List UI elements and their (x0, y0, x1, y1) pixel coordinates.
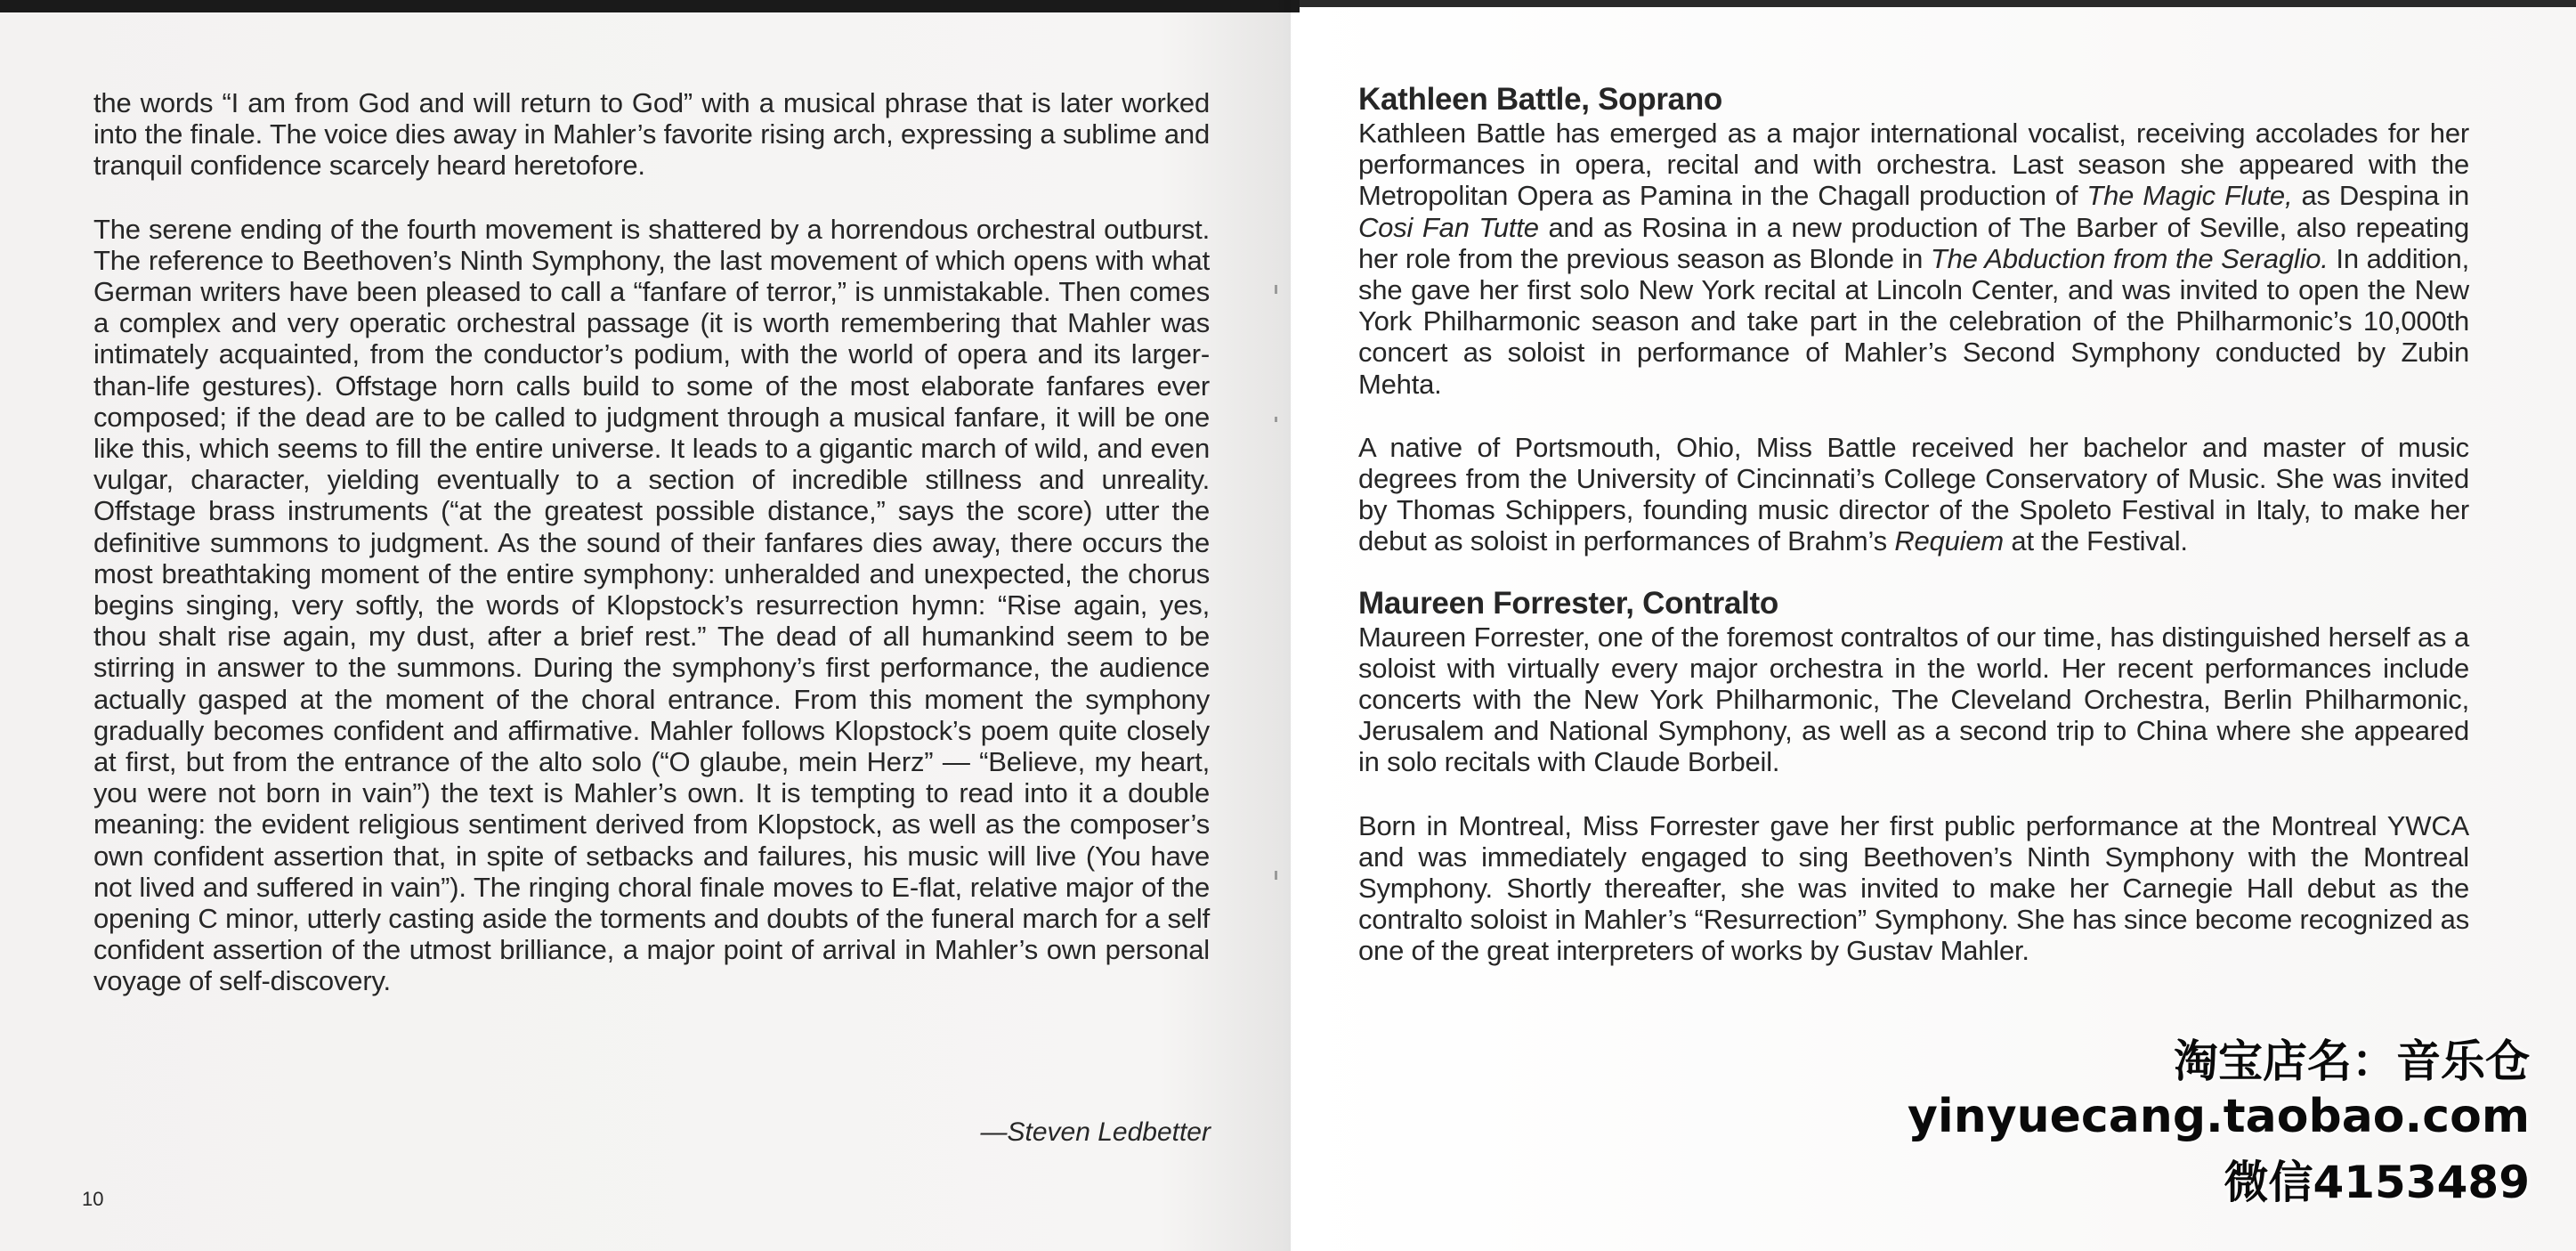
left-page (93, 87, 1210, 997)
watermark-shop-name: 淘宝店名：音乐仓 (2174, 1036, 2530, 1087)
scan-top-edge-right (1300, 0, 2576, 7)
page-number: 10 (82, 1188, 104, 1210)
artist-heading-battle: Kathleen Battle, Soprano (1358, 82, 1722, 117)
forrester-bio-paragraph-1: Maureen Forrester, one of the foremost contraltos of our time, has distinguished herself as a soloist with virtually every major orchestra in the world. Her recent performances include concerts with the New York Philharmonic, The Cleveland Orchestra, Berlin Philharmonic, Jerusalem and National Symphony, as well as a second trip to China where she appeared in solo recitals with Claude Borbeil. (1358, 621, 2469, 778)
spine-mark (1275, 417, 1277, 422)
battle-bio-paragraph-2: A native of Portsmouth, Ohio, Miss Battle received her bachelor and master of music degrees from the University of Cincinnati’s College Conservatory of Music. She was invited by Thomas Schippers, founding music director of the Spoleto Festival in Italy, to make her debut as soloist in performances of Brahm’s Requiem at the Festival. (1358, 431, 2469, 557)
essay-paragraph-2: The serene ending of the fourth movement is shattered by a horrendous orchestral outburst. The reference to Beethoven’s Ninth Symphony, the last movement of which opens with what German writers have been pleased to call a “fanfare of terror,” is unmistakable. Then comes a complex and very operatic orchestral passage (it is worth remembering that Mahler was intimately acquainted, from the conductor’s podium, with the world of opera and its larger-than-life gestures). Offstage horn calls build to some of the most elaborate fanfares ever composed; if the dead are to be called to judgment through a musical fanfare, it will be one like this, which seems to fill the entire universe. It leads to a gigantic march of wild, and even vulgar, character, yielding eventually to a section of incredible stillness and unreality. Offstage brass instruments (“at the greatest possible distance,” says the score) utter the definitive summons to judgment. As the sound of their fanfares dies away, there occurs the most breathtaking moment of the entire symphony: unheralded and unexpected, the chorus begins singing, very softly, the words of Klopstock’s resurrection hymn: “Rise again, yes, thou shalt rise again, my dust, after a brief rest.” The dead of all humankind seem to be stirring in answer to the summons. During the symphony’s first performance, the audience actually gasped at the moment of the choral entrance. From this moment the symphony gradually becomes confident and affirmative. Mahler follows Klopstock’s poem quite closely at first, but from the entrance of the alto solo (“O glaube, mein Herz” — “Believe, my heart, you were not born in vain”) the text is Mahler’s own. It is tempting to read into it a double meaning: the evident religious sentiment derived from Klopstock, as well as the composer’s own confident assertion that, in spite of setbacks and failures, his music will live (You have not lived and suffered in vain”). The ringing choral finale moves to E-flat, relative major of the opening C minor, utterly casting aside the torments and doubts of the funeral march for a self confident assertion of the utmost brilliance, a major point of arrival in Mahler’s own personal voyage of self-discovery. (93, 213, 1210, 997)
watermark-url: yinyuecang.taobao.com (1907, 1090, 2530, 1143)
forrester-bio-paragraph-2: Born in Montreal, Miss Forrester gave her first public performance at the Montreal YWCA and was immediately engaged to sing Beethoven’s Ninth Symphony with the Montreal Symphony. Shortly thereafter, she was invited to make her Carnegie Hall debut as the contralto soloist in Mahler’s “Resurrection” Symphony. She has since become recognized as one of the great interpreters of works by Gustav Mahler. (1358, 809, 2469, 967)
scan-top-edge-left (0, 0, 1300, 12)
battle-bio-paragraph-1: Kathleen Battle has emerged as a major international vocalist, receiving accolades for her performances in opera, recital and with orchestra. Last season she appeared with the Metropolitan Opera as Pamina in the Chagall production of The Magic Flute, as Despina in Cosi Fan Tutte and as Rosina in a new production of The Barber of Seville, also repeating her role from the previous season as Blonde in The Abduction from the Seraglio. In addition, she gave her first solo New York recital at Lincoln Center, and was invited to open the New York Philharmonic season and take part in the celebration of the Philharmonic’s 10,000th concert as soloist in performance of Mahler’s Second Symphony conducted by Zubin Mehta. (1358, 118, 2469, 400)
booklet-spine (1275, 0, 1291, 1251)
watermark-wechat: 微信4153489 (2224, 1157, 2530, 1208)
artist-heading-forrester: Maureen Forrester, Contralto (1358, 585, 1778, 621)
spine-mark (1275, 285, 1277, 294)
right-page (1358, 82, 2469, 967)
author-signature: —Steven Ledbetter (980, 1117, 1211, 1147)
essay-paragraph-1: the words “I am from God and will return to God” with a musical phrase that is later worked into the finale. The voice dies away in Mahler’s favorite rising arch, expressing a sublime and tranquil confidence scarcely heard heretofore. (93, 87, 1210, 182)
spine-mark (1275, 871, 1277, 880)
